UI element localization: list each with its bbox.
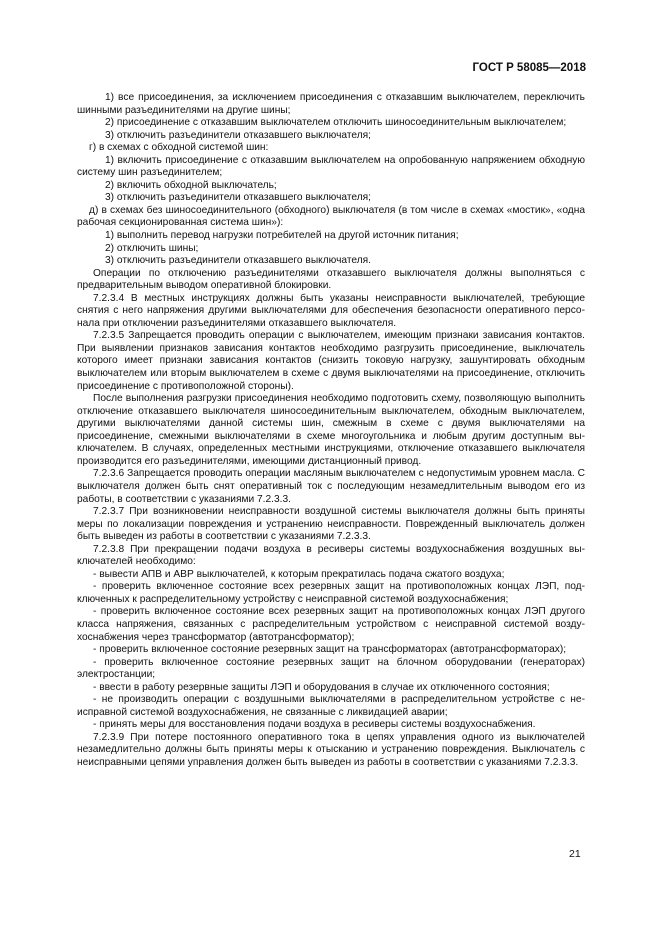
list-item: 3) отключить разъединители отказавшего выключателя;	[105, 129, 372, 141]
clause-7-2-3-7: 7.2.3.7 При возникновении неисправности воздушной системы выключателя должны быть приняты меры по локализации повреждения и устранению неисправности. Поврежденный выключатель должен быть выведен из работы в соответствии с указаниями 7.2.3.3.	[77, 506, 585, 543]
clause-7-2-3-4: 7.2.3.4 В местных инструкциях должны быть указаны неисправности выключателей, требующие снятия с него напряжения другими выключателями для обеспечения безопасности оперативного персонала при отключении разъединителями отказавшего выключателя.	[77, 292, 585, 329]
page-number: 21	[569, 848, 581, 860]
clause-7-2-3-5: 7.2.3.5 Запрещается проводить операции с выключателем, имеющим признаки зависания контактов. При выявлении признаков зависания контактов необходимо разгрузить присоединение, выключатель которого имеет признаки зависания контактов (снизить токовую нагрузку, зашунтировать обходным выключателем или вторым выключателем в схеме с двумя выключателями на присоединение, отключить присоединение с противоположной стороны).	[77, 330, 585, 392]
list-item: - проверить включенное состояние резервных защит на блочном оборудовании (генераторах) электростанции;	[77, 656, 585, 681]
clause-7-2-3-6: 7.2.3.6 Запрещается проводить операции масляным выключателем с недопустимым уровнем масла. С выключателя должен быть снят оперативный ток с последующим незамедлительным выводом его из работы, в соответствии с указаниями 7.2.3.3.	[77, 468, 585, 505]
list-item: 2) отключить шины;	[105, 242, 199, 254]
list-item: - не производить операции с воздушными выключателями в распределительном устройстве с неисправной системой воздухоснабжения, не связанные с ликвидацией аварии;	[77, 694, 585, 718]
list-item: 1) выполнить перевод нагрузки потребителей на другой источник питания;	[105, 230, 459, 242]
list-item: - принять меры для восстановления подачи воздуха в ресиверы системы воздухоснабжения.	[93, 719, 536, 731]
clause-7-2-3-8: 7.2.3.8 При прекращении подачи воздуха в ресиверы системы воздухоснабжения воздушных выключателей необходимо:	[77, 543, 585, 568]
list-item: - вывести АПВ и АВР выключателей, к которым прекратилась подача сжатого воздуха;	[93, 568, 505, 580]
list-item: - ввести в работу резервные защиты ЛЭП и оборудования в случае их отключенного состояния;	[93, 681, 550, 693]
standard-designation: ГОСТ Р 58085—2018	[472, 62, 586, 74]
list-item: 2) присоединение с отказавшим выключателем отключить шиносоединительным выключателем;	[105, 117, 567, 129]
list-item: д) в схемах без шиносоединительного (обходного) выключателя (в том числе в схемах «мостик», «одна рабочая секционированная система шин»):	[77, 204, 585, 229]
list-item: - проверить включенное состояние резервных защит на трансформаторах (автотрансформаторах);	[93, 644, 567, 656]
list-item: г) в схемах с обходной системой шин:	[89, 142, 269, 154]
paragraph: Операции по отключению разъединителями отказавшего выключателя должны выполняться с предварительным выводом оперативной блокировки.	[77, 267, 585, 292]
clause-7-2-3-9: 7.2.3.9 При потере постоянного оперативного тока в цепях управления одного из выключателей незамедлительно должны быть приняты меры к отысканию и устранению повреждения. Выключатель с неисправными цепями управления должен быть выведен из работы в соответствии с указаниями 7.2.3.3.	[77, 731, 585, 768]
list-item: 1) все присоединения, за исключением присоединения с отказавшим выключателем, переключить шинными разъединителями на другие шины;	[77, 92, 585, 116]
list-item: 3) отключить разъединители отказавшего выключателя.	[105, 255, 372, 267]
list-item: 1) включить присоединение с отказавшим выключателем на опробованную напряжением обходную систему шин разъединителем;	[77, 154, 585, 179]
list-item: - проверить включенное состояние всех резервных защит на противоположных концах ЛЭП, подключенных к распределительному устройству с неисправной системой воздухоснабжения;	[77, 581, 585, 605]
list-item: 3) отключить разъединители отказавшего выключателя;	[105, 192, 372, 204]
list-item: 2) включить обходной выключатель;	[105, 179, 277, 191]
list-item: - проверить включенное состояние всех резервных защит на противоположных концах ЛЭП другого класса напряжения, связанных с распределительным устройством с неисправной системой воздухоснабжения через трансформатор (автотрансформатор);	[77, 606, 585, 643]
paragraph: После выполнения разгрузки присоединения необходимо подготовить схему, позволяющую выполнить отключение отказавшего выключателя шиносоединительным выключателем, обходным выключателем, другими выключателями данной системы шин, смежным в схеме с двумя выключателями на присоединение, смежными выключателями в схеме многоугольника и любым другим доступным выключателем. В случаях, определенных местными инструкциями, отключение отказавшего выключателя производится его разъединителями, имеющими дистанционный привод.	[77, 393, 585, 467]
document-body	[77, 92, 585, 770]
